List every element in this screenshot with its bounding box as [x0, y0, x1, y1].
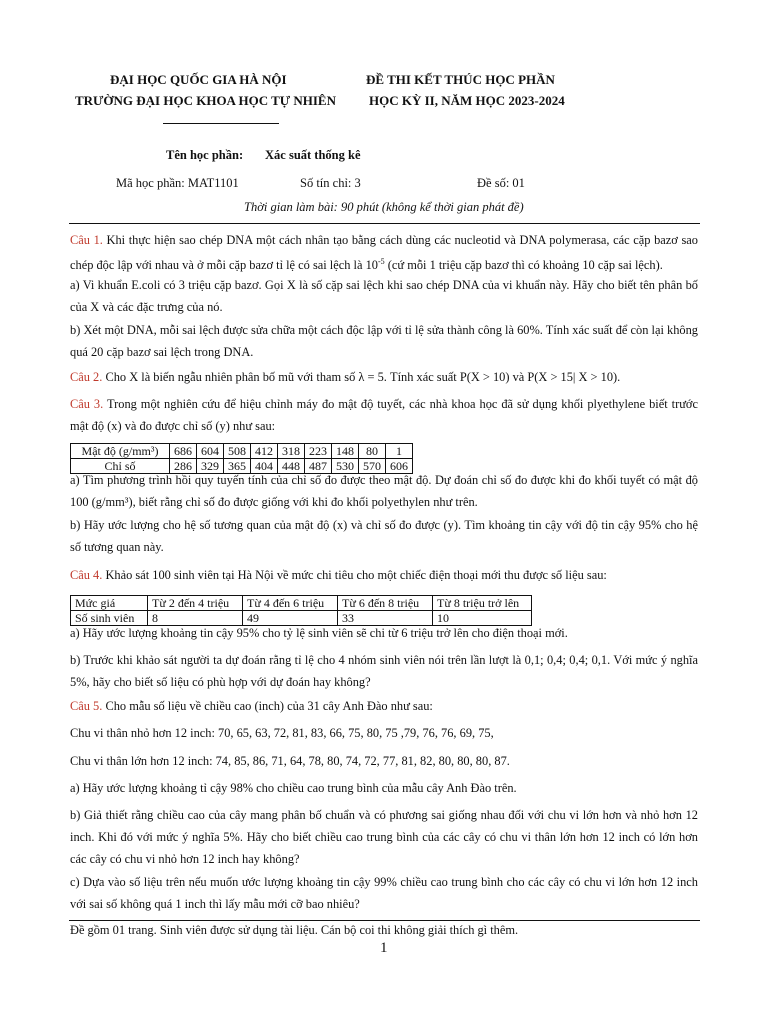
- table-cell: Số sinh viên: [71, 611, 148, 626]
- table-cell: 530: [332, 459, 359, 474]
- table-cell: 686: [170, 444, 197, 459]
- course-code: Mã học phần: MAT1101: [116, 176, 239, 190]
- table-cell: 570: [359, 459, 386, 474]
- question-2: [70, 366, 698, 388]
- table-cell: 10: [433, 611, 532, 626]
- table-cell: 487: [305, 459, 332, 474]
- question-4b: b) Trước khi khảo sát người ta dự đoán rằng tỉ lệ cho 4 nhóm sinh viên nói trên lần lượt là 0,1; 0,4; 0,4; 0,1. Với mức ý nghĩa 5%, hãy cho biết số liệu có phù hợp với dự đoán hay không?: [70, 653, 698, 689]
- question-3-text: Trong một nghiên cứu để hiệu chỉnh máy đo mật độ tuyết, các nhà khoa học đã sử dụng khối plyethylene biết trước mật độ (x) và đo được chỉ số (y) như sau:: [70, 397, 698, 433]
- question-3a: a) Tìm phương trình hồi quy tuyến tính của chỉ số đo được theo mật độ. Dự đoán chỉ số đo được khi đo khối tuyết có mật độ 100 (g/mm³), biết rằng chỉ số đo được giống với khi đo khối polyethylen như trên.: [70, 473, 698, 509]
- table-cell-label: Mật độ (g/mm³): [71, 444, 170, 459]
- question-5-data-large: Chu vi thân lớn hơn 12 inch: 74, 85, 86, 71, 64, 78, 80, 74, 72, 77, 81, 82, 80, 80, 80, 87.: [70, 754, 510, 768]
- table-cell: 329: [197, 459, 224, 474]
- question-2-text: Cho X là biến ngẫu nhiên phân bố mũ với tham số λ = 5. Tính xác suất P(X > 10) và P(X > 15| X > 10).: [102, 370, 621, 384]
- question-1-number: Câu 1.: [70, 233, 103, 247]
- question-3-number: Câu 3.: [70, 397, 104, 411]
- exam-title: ĐỀ THI KẾT THÚC HỌC PHẦN: [366, 72, 555, 87]
- question-5-data-small: Chu vi thân nhỏ hơn 12 inch: 70, 65, 63, 72, 81, 83, 66, 75, 80, 75 ,79, 76, 76, 69, 75,: [70, 726, 494, 740]
- table-cell: 223: [305, 444, 332, 459]
- question-3: [70, 393, 698, 437]
- table-cell: 148: [332, 444, 359, 459]
- bottom-divider: [69, 920, 700, 921]
- question-3b: b) Hãy ước lượng cho hệ số tương quan của mật độ (x) và chỉ số đo được (y). Tìm khoảng tin cậy với độ tin cậy 95% cho hệ số tương quan này.: [70, 518, 698, 554]
- question-5: [70, 695, 698, 717]
- course-name-label: Tên học phần:: [166, 148, 244, 162]
- course-name-value: Xác suất thống kê: [265, 148, 361, 162]
- header-underline: [163, 123, 279, 124]
- table-cell-label: Chỉ số: [71, 459, 170, 474]
- question-5-text: Cho mẫu số liệu về chiều cao (inch) của 31 cây Anh Đào như sau:: [102, 699, 433, 713]
- question-1: [70, 229, 698, 276]
- table-cell: 33: [338, 611, 433, 626]
- table-cell: 604: [197, 444, 224, 459]
- table-cell: 49: [243, 611, 338, 626]
- page-number: 1: [380, 940, 388, 956]
- table-cell: 1: [386, 444, 413, 459]
- table-header-cell: Từ 2 đến 4 triệu: [148, 596, 243, 611]
- question-1-text-end: (cứ mỗi 1 triệu cặp bazơ thì có khoảng 10 cặp sai lệch).: [384, 258, 663, 273]
- footer-note: Đề gồm 01 trang. Sinh viên được sử dụng tài liệu. Cán bộ coi thi không giải thích gì thêm.: [70, 923, 519, 937]
- top-divider: [69, 223, 700, 224]
- question-1-text: Khi thực hiện sao chép DNA một cách nhân tạo bằng cách dùng các nucleotid và DNA polymerasa, các cặp bazơ sao chép độc lập với nhau và ở mỗi cặp bazơ tỉ lệ có sai lệch là 10: [70, 233, 698, 273]
- question-1b: b) Xét một DNA, mỗi sai lệch được sửa chữa một cách độc lập với tỉ lệ sửa thành công là 60%. Tính xác suất để còn lại không quá 20 cặp bazơ sai lệch trong DNA.: [70, 323, 698, 359]
- question-4: [70, 564, 698, 586]
- question-5a: a) Hãy ước lượng khoảng tỉ cậy 98% cho chiều cao trung bình của mẫu cây Anh Đào trên.: [70, 781, 517, 795]
- table-cell: 404: [251, 459, 278, 474]
- table-cell: 412: [251, 444, 278, 459]
- table-cell: 365: [224, 459, 251, 474]
- question-4-number: Câu 4.: [70, 568, 103, 582]
- table-cell: 286: [170, 459, 197, 474]
- faculty-name: TRƯỜNG ĐẠI HỌC KHOA HỌC TỰ NHIÊN: [75, 93, 336, 108]
- table-cell: 508: [224, 444, 251, 459]
- question-4-text: Khảo sát 100 sinh viên tại Hà Nội về mức chi tiêu cho một chiếc điện thoại mới thu được số liệu sau:: [102, 568, 607, 582]
- table-header-cell: Từ 6 đến 8 triệu: [338, 596, 433, 611]
- question-4a: a) Hãy ước lượng khoảng tin cậy 95% cho tỷ lệ sinh viên sẽ chi từ 6 triệu trở lên cho điện thoại mới.: [70, 626, 568, 640]
- table-header-cell: Mức giá: [71, 596, 148, 611]
- question-2-number: Câu 2.: [70, 370, 103, 384]
- question-5-number: Câu 5.: [70, 699, 103, 713]
- university-name: ĐẠI HỌC QUỐC GIA HÀ NỘI: [110, 72, 287, 87]
- question-5b: b) Giả thiết rằng chiều cao của cây mang phân bố chuẩn và có phương sai giống nhau đối với chu vi lớn hơn và nhỏ hơn 12 inch. Khi đó với mức ý nghĩa 5%. Hãy cho biết chiều cao trung bình của các cây có chu vi thân lớn hơn 12 inch có lớn hơn các cây có chu vi nhỏ hơn 12 inch hay không?: [70, 808, 698, 866]
- table-header-cell: Từ 8 triệu trở lên: [433, 596, 532, 611]
- question-1a: a) Vi khuẩn E.coli có 3 triệu cặp bazơ. Gọi X là số cặp sai lệch khi sao chép DNA của vi khuẩn này. Hãy cho biết tên phân bố của X và các đặc trưng của nó.: [70, 278, 698, 314]
- question-5c: c) Dựa vào số liệu trên nếu muốn ước lượng khoảng tin cậy 99% chiều cao trung bình cho các cây có chu vi lớn hơn 12 inch với sai số không quá 1 inch thì lấy mẫu mới cỡ bao nhiêu?: [70, 875, 698, 911]
- question-1-exponent: -5: [377, 257, 385, 266]
- table-header-cell: Từ 4 đến 6 triệu: [243, 596, 338, 611]
- exam-number: Đề số: 01: [477, 176, 525, 190]
- table-cell: 318: [278, 444, 305, 459]
- table-cell: 606: [386, 459, 413, 474]
- table-cell: 80: [359, 444, 386, 459]
- semester-title: HỌC KỲ II, NĂM HỌC 2023-2024: [369, 93, 565, 108]
- table-row: [71, 444, 413, 459]
- course-credits: Số tín chỉ: 3: [300, 176, 361, 190]
- table-cell: 8: [148, 611, 243, 626]
- table-cell: 448: [278, 459, 305, 474]
- exam-time: Thời gian làm bài: 90 phút (không kể thời gian phát đề): [244, 200, 524, 214]
- table-row: [71, 596, 532, 611]
